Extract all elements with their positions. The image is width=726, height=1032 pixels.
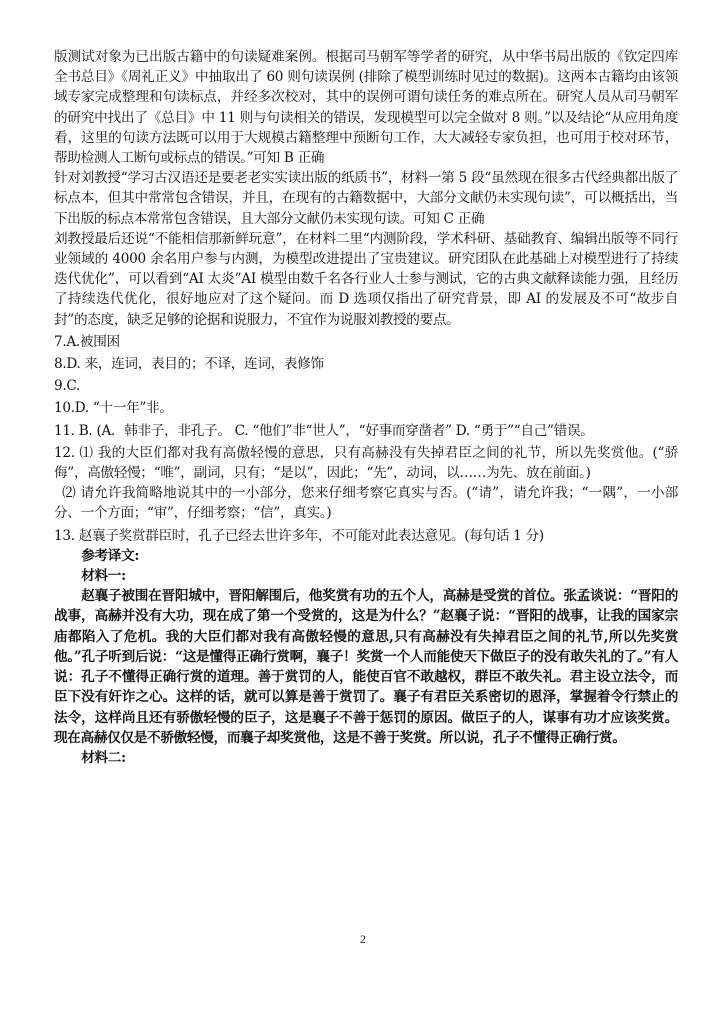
material-two-heading: 材料二: bbox=[81, 749, 126, 766]
page-number: 2 bbox=[360, 932, 366, 946]
answer-8: 8.D. 来，连词，表目的；不译，连词，表修饰 bbox=[54, 356, 324, 373]
answer-paragraph-c: 针对刘教授“学习古汉语还是要老老实实读出版的纸质书”，材料一第 5 段“虽然现在很多古代经典都出版了标点本，但其中常常包含错误，并且，在现有的古籍数据中，大部分文献仍未实现句读”，可以概括出，当下出版的标点本常常包含错误，且大部分文献仍未实现句读。可知 C 正确 bbox=[54, 170, 678, 227]
answer-11: 11. B. (A．韩非子，非孔子。 C. “他们”非“世人”，“好事而穿凿者” D. “勇于”“自己”错误。 bbox=[54, 422, 594, 439]
answer-10: 10.D. “十一年”非。 bbox=[54, 400, 173, 417]
translation-heading: 参考译文: bbox=[81, 547, 140, 564]
answer-9: 9.C. bbox=[54, 378, 81, 395]
answer-13: 13. 赵襄子奖赏群臣时，孔子已经去世许多年，不可能对此表达意见。(每句话 1 分) bbox=[54, 527, 544, 544]
material-one-heading: 材料一: bbox=[81, 568, 126, 585]
answer-paragraph-b: 版测试对象为已出版古籍中的句读疑难案例。根据司马朝军等学者的研究，从中华书局出版的《钦定四库全书总目》《周礼正义》中抽取出了 60 则句读误例 (排除了模型训练时见过的数据)。这两本古籍均由该领域专家完成整理和句读标点，并经多次校对，其中的误例可谓句读任务的难点所在。研究人员从司马朝军的研究中找出了《总目》中 11 则与句读相关的错误，发现模型可以完全做对 8 则。”以及结论“从应用角度看，这里的句读方法既可以用于大规模古籍整理中预断句工作，大大减轻专家负担，也可用于校对环节，帮助检测人工断句或标点的错误。”可知 B 正确 bbox=[54, 49, 678, 167]
answer-paragraph-d: 刘教授最后还说“不能相信那新鲜玩意”，在材料二里“内测阶段，学术科研、基础教育、编辑出版等不同行业领域的 4000 余名用户参与内测，为模型改进提出了宝贵建议。研究团队在此基础上对模型进行了持续迭代优化”，可以看到“AI 太炎”AI 模型由数千名各行业人士参与测试，它的古典文献释读能力强，且经历了持续迭代优化，很好地应对了这个疑问。而 D 选项仅指出了研究背景，即 AI 的发展及不可“故步自封”的态度，缺乏足够的论据和说服力，不宜作为说服刘教授的要点。 bbox=[54, 230, 678, 328]
answer-7: 7.A.被围困 bbox=[54, 333, 120, 350]
answer-12-2: ⑵ 请允许我简略地说其中的一小部分，您来仔细考察它真实与否。(“请”，请允许我；“一隅”，一小部分、一个方面；“审”，仔细考察；“信”，真实。) bbox=[54, 485, 678, 522]
answer-12-1: 12. ⑴ 我的大臣们都对我有高傲轻慢的意思，只有高赫没有失掉君臣之间的礼节，所以先奖赏他。(“骄侮”，高傲轻慢；“唯”，副词，只有；“是以”，因此；“先”，动词，以……为先、放在前面。) bbox=[54, 444, 678, 482]
material-one-translation: 赵襄子被围在晋阳城中，晋阳解围后，他奖赏有功的五个人，高赫是受赏的首位。张孟谈说：“晋阳的战事，高赫并没有大功，现在成了第一个受赏的，这是为什么？”赵襄子说：“晋阳的战事，让我的国家宗庙都陷入了危机。我的大臣们都对我有高傲轻慢的意思,只有高赫没有失掉君臣之间的礼节,所以先奖赏他。”孔子听到后说：“这是懂得正确行赏啊，襄子！奖赏一个人而能使天下做臣子的没有敢失礼的了。”有人说：孔子不懂得正确行赏的道理。善于赏罚的人，能使百官不敢越权，群臣不敢失礼。君主设立法令，而臣下没有奸诈之心。这样的话，就可以算是善于赏罚了。襄子有君臣关系密切的恩泽，掌握着令行禁止的法令，这样尚且还有骄傲轻慢的臣子，这是襄子不善于惩罚的原因。做臣子的人，谋事有功才应该奖赏。现在高赫仅仅是不骄傲轻慢，而襄子却奖赏他，这是不善于奖赏。所以说，孔子不懂得正确行赏。 bbox=[54, 588, 678, 746]
